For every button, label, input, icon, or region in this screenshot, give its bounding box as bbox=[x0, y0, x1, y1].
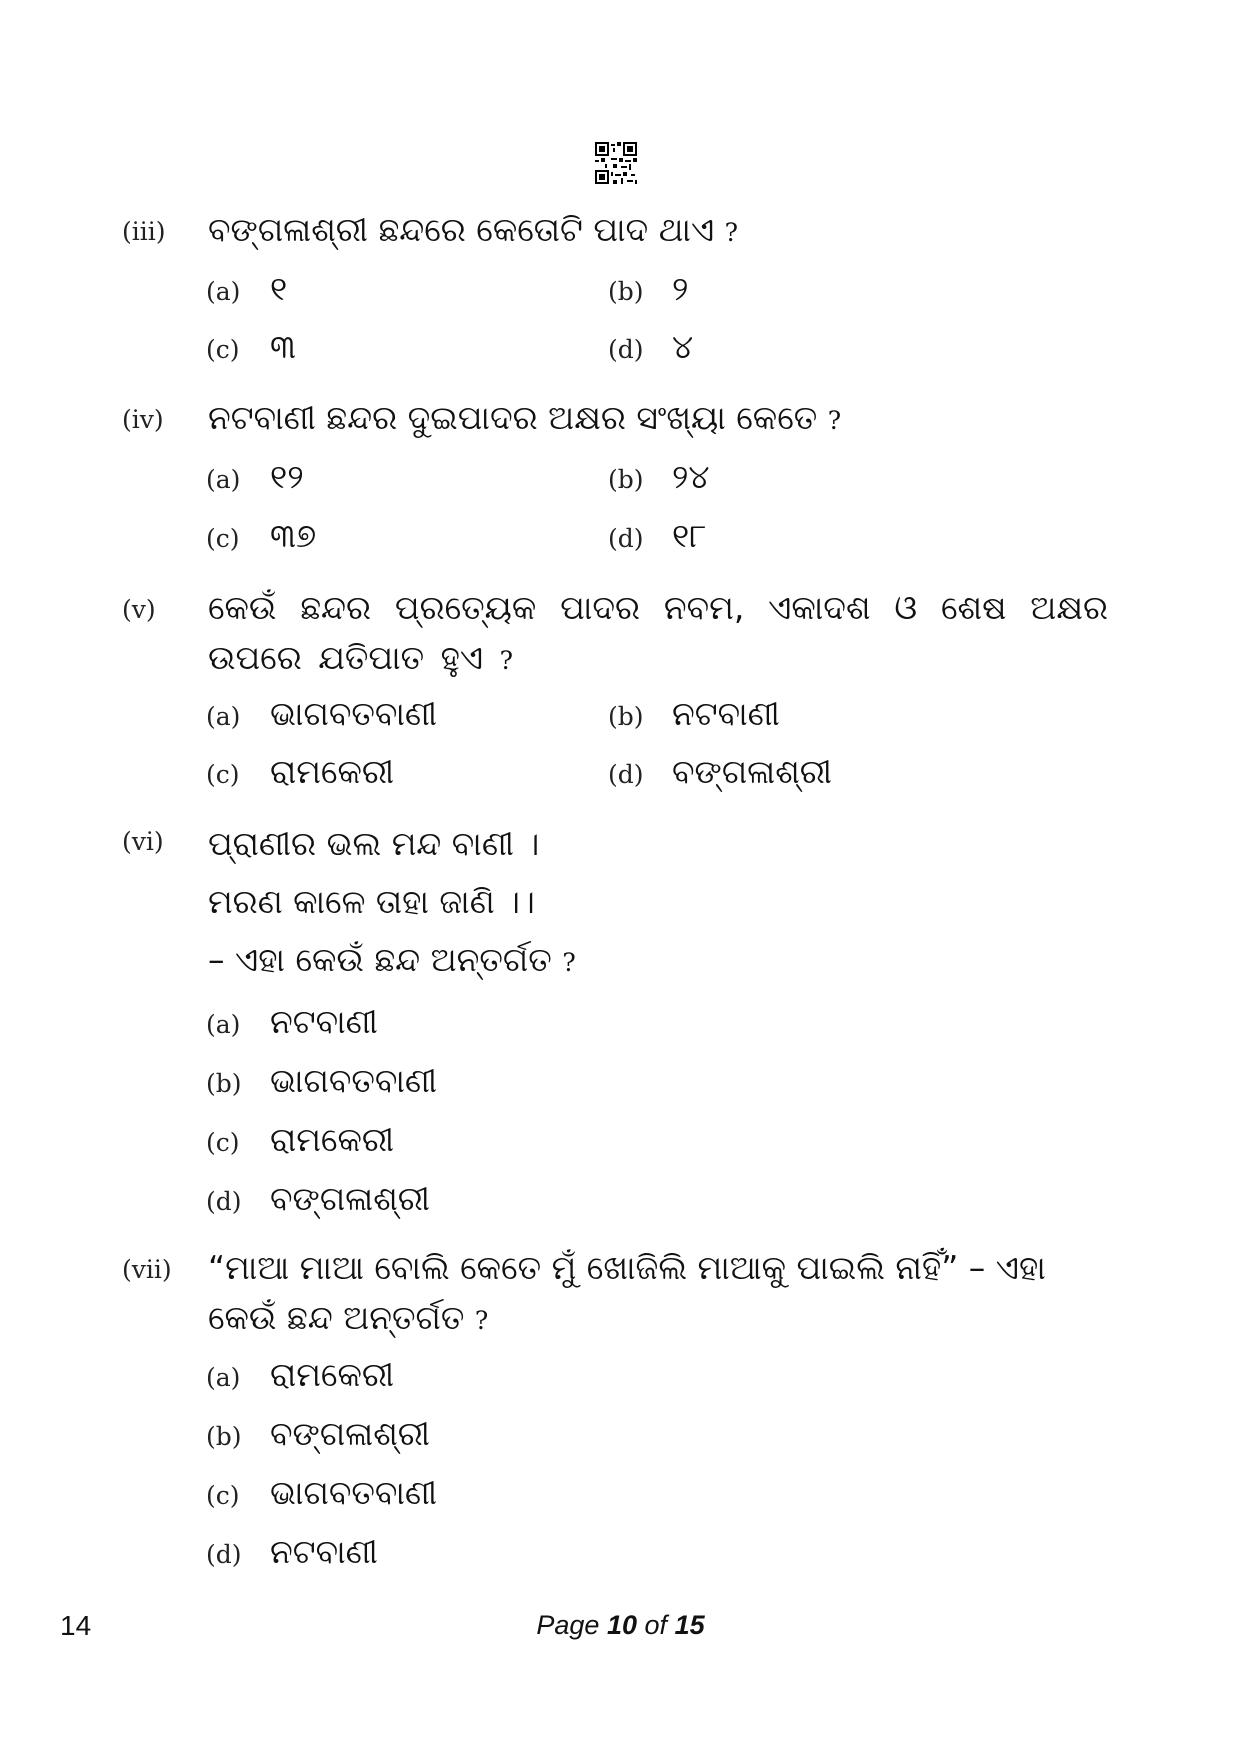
question-text: ବଙ୍ଗଳାଶ୍ରୀ ଛନ୍ଦରେ କେତୋଟି ପାଦ ଥାଏ ? bbox=[208, 210, 739, 249]
verse-line: ପ୍ରାଣୀର ଭଲ ମନ୍ଦ ବାଣୀ । bbox=[208, 824, 540, 863]
option-d[interactable]: (d) ୪ bbox=[608, 327, 694, 366]
paper-code: 14 bbox=[60, 1610, 92, 1641]
page-indicator: Page 10 of 15 bbox=[536, 1610, 705, 1640]
option-d[interactable]: (d) ୧୮ bbox=[608, 516, 707, 555]
option-c[interactable]: (c) ରାମକେରୀ bbox=[206, 752, 395, 791]
option-b[interactable]: (b) ବଙ୍ଗଳାଶ୍ରୀ bbox=[206, 1414, 430, 1453]
option-c[interactable]: (c) ୩୭ bbox=[206, 516, 317, 555]
option-a[interactable]: (a) ନଟବାଣୀ bbox=[206, 1002, 378, 1041]
question-text: କେଉଁ ଛନ୍ଦର ପ୍ରତ୍ୟେକ ପାଦର ନବମ, ଏକାଦଶ ଓ ଶେଷ ଅକ୍ଷର ଉପରେ ଯତିପାତ ହୁଏ ? bbox=[208, 588, 1108, 677]
option-d[interactable]: (d) ବଙ୍ଗଳାଶ୍ରୀ bbox=[608, 752, 832, 791]
option-a[interactable]: (a) ଭାଗବତବାଣୀ bbox=[206, 694, 438, 733]
option-b[interactable]: (b) ୨୪ bbox=[608, 457, 710, 496]
question-number: (vii) bbox=[122, 1255, 172, 1284]
option-a[interactable]: (a) ୧୨ bbox=[206, 457, 304, 496]
question-number: (iv) bbox=[122, 405, 164, 434]
option-c[interactable]: (c) ରାମକେରୀ bbox=[206, 1120, 395, 1159]
question-text: ନଟବାଣୀ ଛନ୍ଦର ଦୁଇପାଦର ଅକ୍ଷର ସଂଖ୍ୟା କେତେ ? bbox=[208, 398, 842, 437]
option-b[interactable]: (b) ୨ bbox=[608, 269, 689, 308]
question-text: “ମାଆ ମାଆ ବୋଲି କେତେ ମୁଁ ଖୋଜିଲି ମାଆକୁ ପାଇଲି ନାହିଁ” – ଏହା କେଉଁ ଛନ୍ଦ ଅନ୍ତର୍ଗତ ? bbox=[208, 1248, 1046, 1337]
option-b[interactable]: (b) ଭାଗବତବାଣୀ bbox=[206, 1061, 438, 1100]
option-a[interactable]: (a) ୧ bbox=[206, 269, 288, 308]
option-d[interactable]: (d) ନଟବାଣୀ bbox=[206, 1532, 378, 1571]
question-number: (vi) bbox=[122, 827, 164, 856]
option-c[interactable]: (c) ୩ bbox=[206, 327, 296, 366]
qr-code bbox=[595, 142, 637, 184]
option-d[interactable]: (d) ବଙ୍ଗଳାଶ୍ରୀ bbox=[206, 1179, 430, 1218]
question-number: (iii) bbox=[122, 217, 166, 246]
question-number: (v) bbox=[122, 595, 156, 624]
option-c[interactable]: (c) ଭାଗବତବାଣୀ bbox=[206, 1473, 438, 1512]
question-text: ପ୍ରାଣୀର ଭଲ ମନ୍ଦ ବାଣୀ । ମରଣ କାଳେ ତାହା ଜାଣି ।। – ଏହା କେଉଁ ଛନ୍ଦ ଅନ୍ତର୍ଗତ ? bbox=[208, 815, 1108, 992]
verse-line: ମରଣ କାଳେ ତାହା ଜାଣି ।। bbox=[208, 882, 535, 921]
option-b[interactable]: (b) ନଟବାଣୀ bbox=[608, 694, 780, 733]
option-a[interactable]: (a) ରାମକେରୀ bbox=[206, 1355, 395, 1394]
